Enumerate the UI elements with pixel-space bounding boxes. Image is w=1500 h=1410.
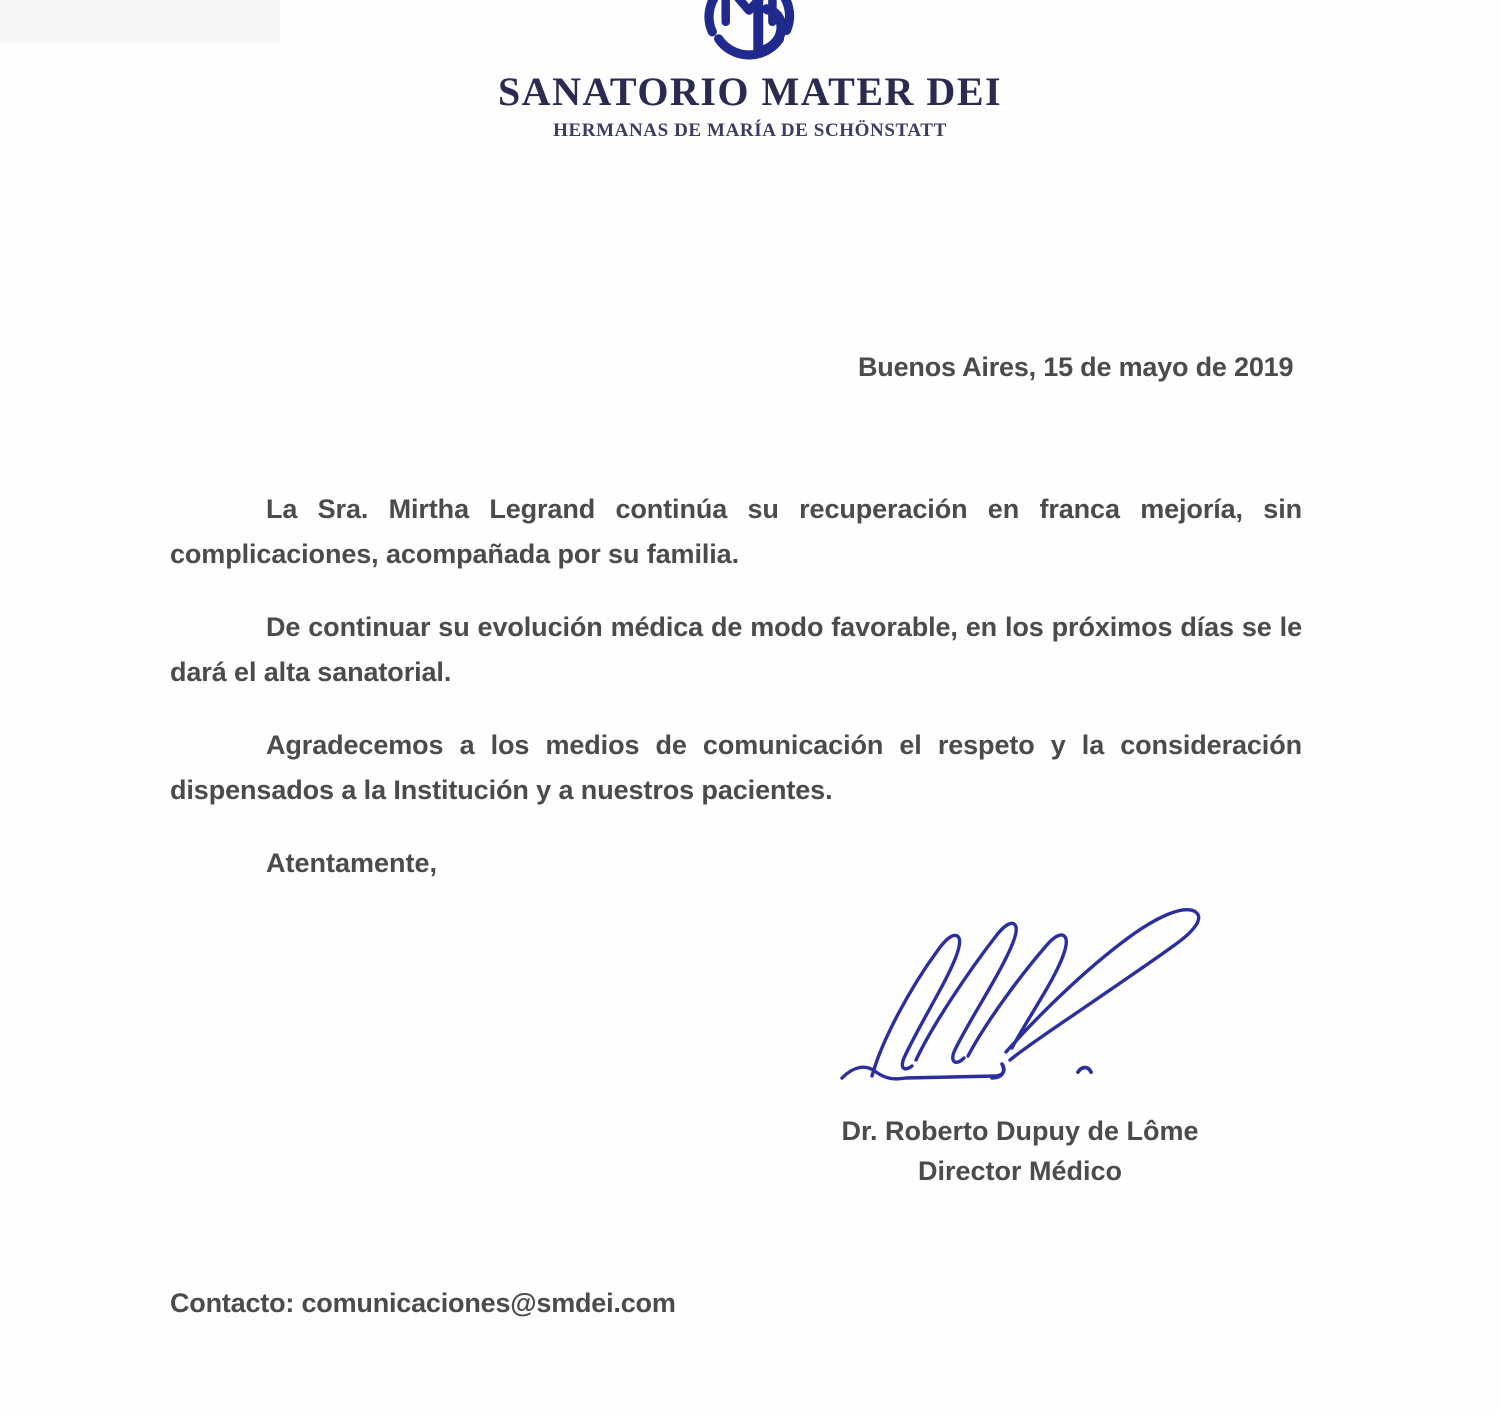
paragraph: La Sra. Mirtha Legrand continúa su recuperación en franca mejoría, sin complicaciones, acompañada por su familia. [170,494,1302,569]
signer-title: Director Médico [917,1156,1123,1186]
signer-name: Dr. Roberto Dupuy de Lôme [841,1116,1199,1146]
handwritten-signature-icon [820,880,1220,1095]
letter-body [170,487,1302,886]
organization-subtitle: HERMANAS DE MARÍA DE SCHÖNSTATT [553,120,947,141]
date-line: Buenos Aires, 15 de mayo de 2019 [858,352,1294,382]
organization-name: SANATORIO MATER DEI [497,69,1003,114]
letterhead [0,0,1500,140]
signature-block [700,880,1340,1191]
closing-salutation: Atentamente, [266,848,438,878]
paragraph: De continuar su evolución médica de modo favorable, en los próximos días se le dará el alta sanatorial. [170,612,1302,687]
paragraph: Agradecemos a los medios de comunicación el respeto y la consideración dispensados a la Institución y a nuestros pacientes. [170,730,1302,805]
md-monogram-logo-icon [679,0,821,70]
contact-line: Contacto: comunicaciones@smdei.com [170,1288,676,1318]
